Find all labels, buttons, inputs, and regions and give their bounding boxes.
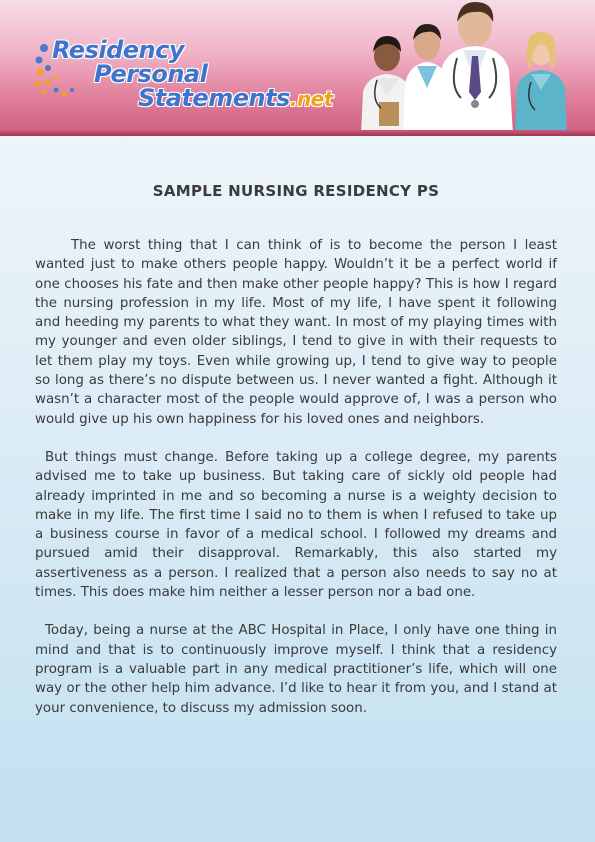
logo-suffix-net: .net (289, 87, 333, 111)
paragraph-2: But things must change. Before taking up a college degree, my parents advised me to take up business. But taking care of sickly old people had already imprinted in me and so becoming a nurse is a weighty decision to make in my life. The first time I said no to them is when I refused to take up a business course in favor of a medical school. I followed my dreams and pursued amid their disapproval. Remarkably, this also started my assertiveness as a person. I realized that a person also needs to say no at times. This does make him neither a lesser person nor a bad one. (35, 449, 557, 601)
document-body (35, 236, 557, 737)
logo-line-personal: Personal (94, 60, 208, 88)
paragraph-3: Today, being a nurse at the ABC Hospital in Place, I only have one thing in mind and that is to continuously improve myself. I think that a residency program is a valuable part in any medical practitioner’s life, which will one way or the other help him advance. I’d like to hear it from you, and I stand at your convenience, to discuss my admission soon. (35, 623, 557, 716)
site-logo[interactable] (34, 38, 354, 116)
medical-staff-illustration (345, 0, 595, 134)
header-divider (0, 130, 595, 136)
nurse-right-figure (515, 32, 567, 134)
header-banner (0, 0, 595, 136)
logo-line-statements (138, 84, 333, 112)
document-title: SAMPLE NURSING RESIDENCY PS (152, 182, 440, 200)
doctor-front-figure (437, 2, 513, 134)
logo-word-statements: Statements (138, 84, 290, 112)
paragraph-1: The worst thing that I can think of is to become the person I least wanted just to make others people happy. Wouldn’t it be a perfect world if one chooses his fate and then make other people happy? This is how I regard the nursing profession in my life. Most of my life, I have spent it following and heeding my parents to what they want. In most of my playing times with my younger and even older siblings, I tend to give in with their requests to let them play my toys. Even while growing up, I tend to give way to people so long as there’s no dispute between us. I never wanted a fight. Although it wasn’t a character most of the people would approve of, I was a person who would give up his own happiness for his loved ones and neighbors. (35, 238, 557, 427)
logo-line-residency: Residency (52, 36, 184, 64)
